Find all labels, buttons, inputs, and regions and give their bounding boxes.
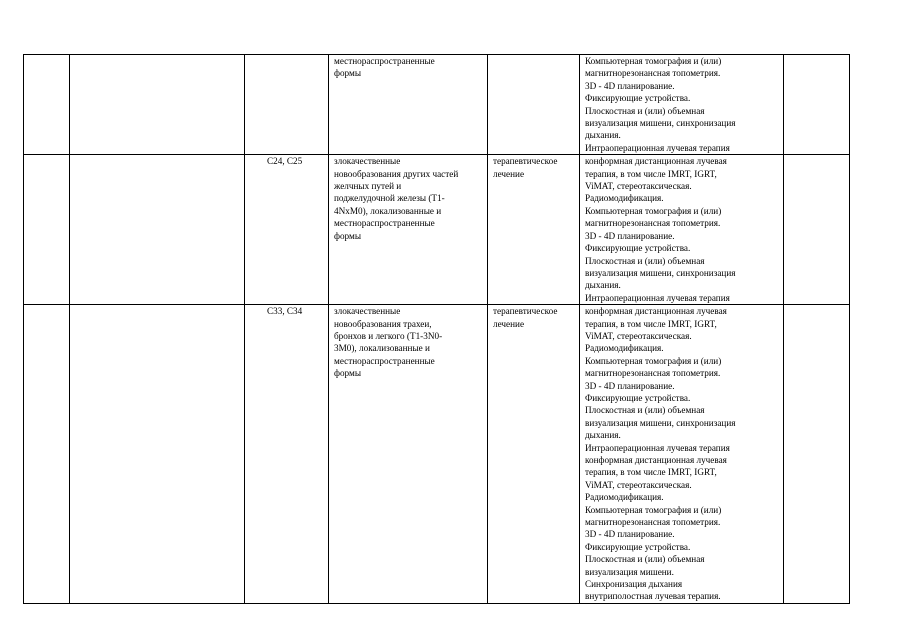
diagnosis-line: желчных путей и [334, 181, 402, 192]
diagnosis-line: новообразования других частей [334, 168, 459, 179]
method-line: внутриполостная лучевая терапия. [585, 591, 721, 602]
method-line: 3D - 4D планирование. [585, 230, 675, 241]
method-line: Интраоперационная лучевая терапия [585, 442, 730, 453]
method-line: магнитнорезонансная топометрия. [585, 218, 721, 229]
method-line: дыхания. [585, 430, 621, 441]
diagnosis-line: местнораспространенные [334, 218, 435, 229]
diagnosis-line: злокачественные [334, 156, 401, 167]
method-line: визуализация мишени, синхронизация [585, 267, 736, 278]
method-line: Фиксирующие устройства. [585, 541, 691, 552]
method-line: ViMAT, стереотаксическая. [585, 181, 692, 192]
method-cell [580, 55, 784, 155]
empty-cell [70, 55, 245, 155]
method-line: визуализация мишени. [585, 566, 674, 577]
method-line: ViMAT, стереотаксическая. [585, 479, 692, 490]
method-line: визуализация мишени, синхронизация [585, 417, 736, 428]
method-line: Компьютерная томография и (или) [585, 504, 722, 515]
diagnosis-line: местнораспространенные [334, 56, 435, 66]
method-cell [580, 305, 784, 604]
treatment-line: лечение [493, 168, 525, 179]
empty-cell [70, 155, 245, 305]
diagnosis-line: поджелудочной железы (T1- [334, 193, 445, 204]
method-line: Интраоперационная лучевая терапия [585, 142, 730, 153]
method-line: конформная дистанционная лучевая [585, 156, 727, 167]
method-line: 3D - 4D планирование. [585, 380, 675, 391]
method-line: магнитнорезонансная топометрия. [585, 517, 721, 528]
method-line: Фиксирующие устройства. [585, 243, 691, 254]
method-line: Компьютерная томография и (или) [585, 56, 722, 66]
treatment-line: лечение [493, 318, 525, 329]
method-line: Радиомодификация. [585, 193, 664, 204]
method-line: Компьютерная томография и (или) [585, 355, 722, 366]
empty-cell [784, 305, 850, 604]
method-line: Интраоперационная лучевая терапия [585, 292, 730, 303]
method-line: 3D - 4D планирование. [585, 80, 675, 91]
table-body [24, 55, 850, 604]
diagnosis-cell [329, 155, 488, 305]
treatment-table [23, 54, 850, 604]
treatment-type-cell [488, 55, 580, 155]
diagnosis-cell [329, 305, 488, 604]
empty-cell [784, 55, 850, 155]
method-line: 3D - 4D планирование. [585, 529, 675, 540]
method-line: ViMAT, стереотаксическая. [585, 330, 692, 341]
method-line: Плоскостная и (или) объемная [585, 105, 705, 116]
icd-code: C24, C25 [267, 156, 303, 167]
diagnosis-line: новообразования трахеи, [334, 318, 432, 329]
method-line: Плоскостная и (или) объемная [585, 255, 705, 266]
treatment-line: терапевтическое [493, 306, 558, 317]
method-line: Радиомодификация. [585, 492, 664, 503]
method-line: Радиомодификация. [585, 343, 664, 354]
table-row [24, 305, 850, 604]
icd-code: C33, C34 [267, 306, 303, 317]
diagnosis-line: формы [334, 68, 361, 79]
empty-cell [784, 155, 850, 305]
treatment-type-cell [488, 155, 580, 305]
icd-code-cell [245, 55, 329, 155]
diagnosis-line: бронхов и легкого (T1-3N0- [334, 330, 443, 341]
method-line: конформная дистанционная лучевая [585, 306, 727, 317]
method-line: Фиксирующие устройства. [585, 392, 691, 403]
method-line: терапия, в том числе IMRT, IGRT, [585, 467, 717, 478]
table-row [24, 155, 850, 305]
method-line: дыхания. [585, 280, 621, 291]
empty-cell [24, 305, 70, 604]
diagnosis-line: 4NxM0), локализованные и [334, 205, 442, 216]
method-line: Фиксирующие устройства. [585, 93, 691, 104]
empty-cell [24, 55, 70, 155]
icd-code-cell [245, 305, 329, 604]
method-line: терапия, в том числе IMRT, IGRT, [585, 318, 717, 329]
method-line: Синхронизация дыхания [585, 579, 683, 590]
empty-cell [70, 305, 245, 604]
diagnosis-line: формы [334, 230, 361, 241]
method-line: Компьютерная томография и (или) [585, 205, 722, 216]
treatment-type-cell [488, 305, 580, 604]
diagnosis-cell [329, 55, 488, 155]
diagnosis-line: местнораспространенные [334, 355, 435, 366]
diagnosis-line: злокачественные [334, 306, 401, 317]
method-line: дыхания. [585, 130, 621, 141]
empty-cell [24, 155, 70, 305]
method-line: Плоскостная и (или) объемная [585, 405, 705, 416]
method-line: магнитнорезонансная топометрия. [585, 68, 721, 79]
method-line: магнитнорезонансная топометрия. [585, 368, 721, 379]
table-row [24, 55, 850, 155]
icd-code-cell [245, 155, 329, 305]
method-line: визуализация мишени, синхронизация [585, 118, 736, 129]
diagnosis-line: формы [334, 368, 361, 379]
method-cell [580, 155, 784, 305]
method-line: Плоскостная и (или) объемная [585, 554, 705, 565]
method-line: конформная дистанционная лучевая [585, 455, 727, 465]
diagnosis-line: 3M0), локализованные и [334, 343, 430, 354]
method-line: терапия, в том числе IMRT, IGRT, [585, 168, 717, 179]
treatment-line: терапевтическое [493, 156, 558, 167]
